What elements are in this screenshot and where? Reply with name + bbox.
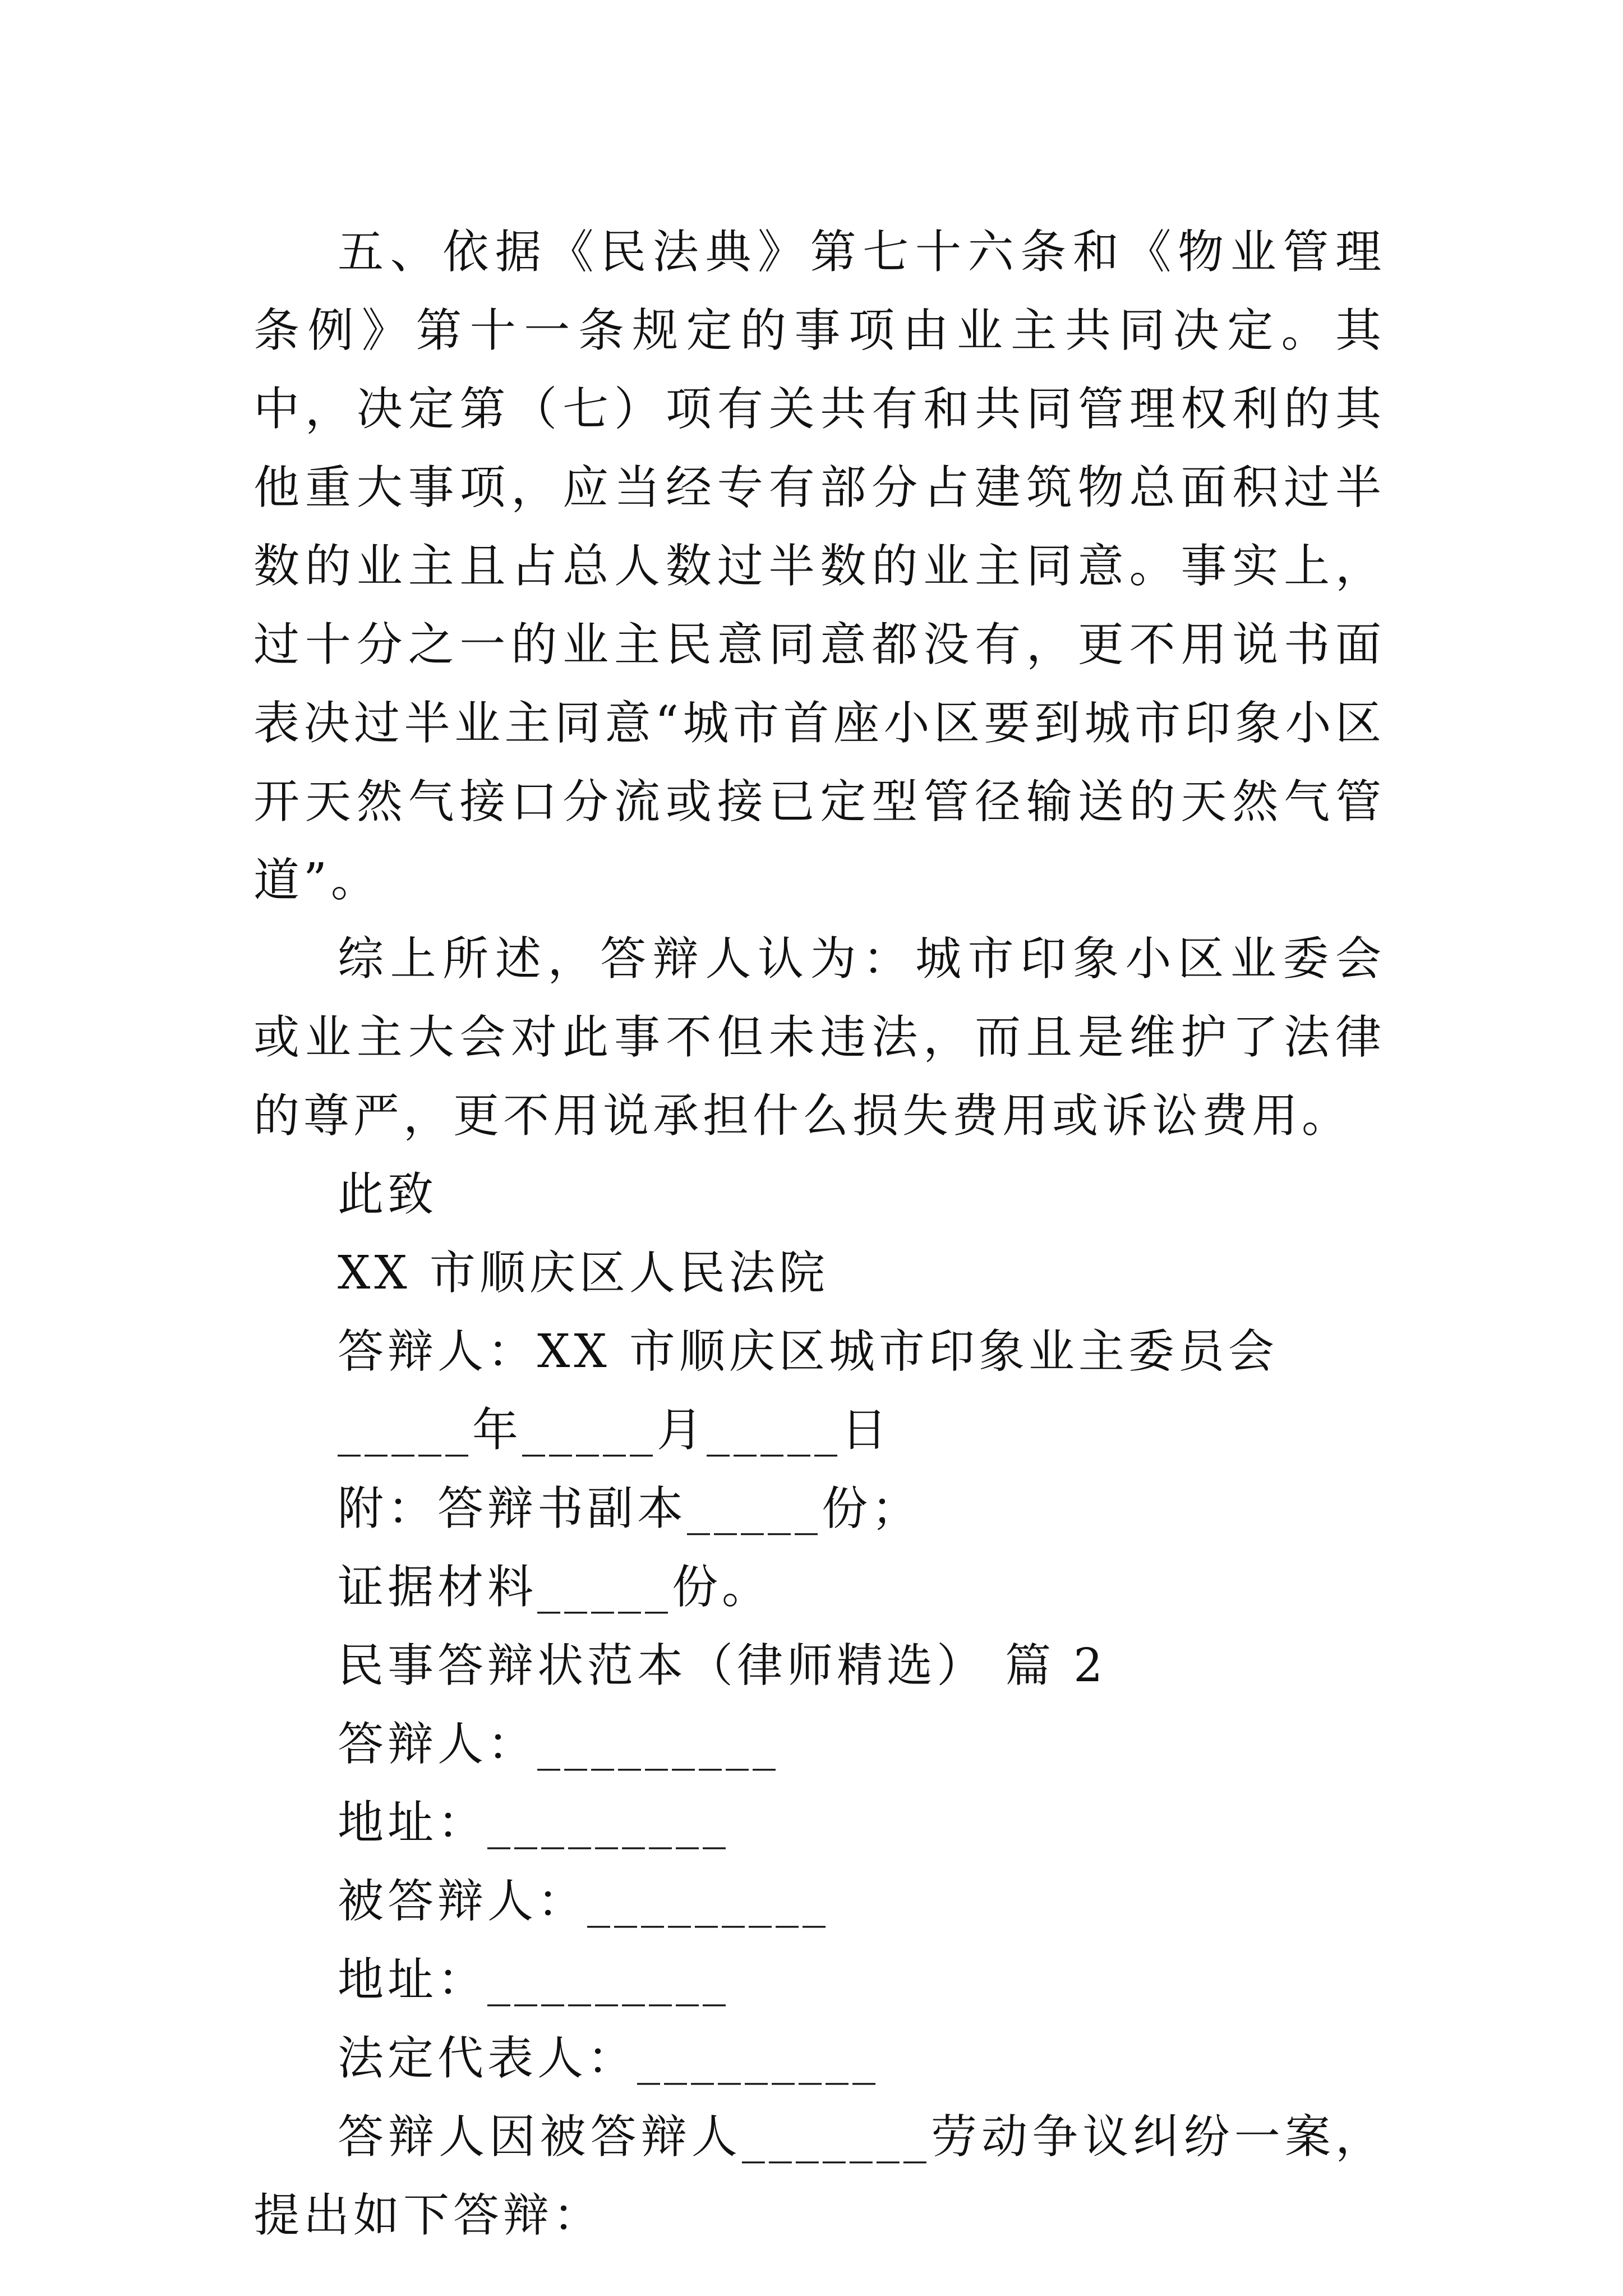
legal-representative-field: 法定代表人：_________ [338,2032,880,2085]
signatory: 答辩人：XX 市顺庆区城市印象业主委员会 [338,1325,1278,1378]
body-paragraph-2: 综上所述，答辩人认为：城市印象小区业委会或业主大会对此事不但未违法，而且是维护了法律的尊严，更不用说承担什么损失费用或诉讼费用。 [253,932,1385,1143]
section-title: 民事答辩状范本（律师精选） 篇 2 [338,1639,1107,1692]
body-paragraph-1: 五、依据《民法典》第七十六条和《物业管理条例》第十一条规定的事项由业主共同决定。其中，决定第（七）项有关共有和共同管理权利的其他重大事项，应当经专有部分占建筑物总面积过半数的业主且占总人数过半数的业主同意。事实上，过十分之一的业主民意同意都没有，更不用说书面表决过半业主同意“城市首座小区要到城市印象小区开天然气接口分流或接已定型管径输送的天然气管道”。 [253,226,1385,907]
salutation: 此致 [338,1168,438,1221]
respondent-address-field: 地址：_________ [338,1796,730,1849]
document-body [253,213,1385,2255]
attachment-copies: 附：答辩书副本_____份； [338,1482,922,1535]
respondent-field: 答辩人：_________ [338,1718,780,1771]
claimant-field: 被答辩人：_________ [338,1875,830,1928]
court-name: XX 市顺庆区人民法院 [338,1246,829,1300]
attachment-evidence: 证据材料_____份。 [338,1561,772,1614]
closing-paragraph: 答辩人因被答辩人_______劳动争议纠纷一案，提出如下答辩： [253,2110,1385,2242]
date-line: _____年_____月_____日 [338,1404,891,1457]
claimant-address-field: 地址：_________ [338,1953,730,2007]
